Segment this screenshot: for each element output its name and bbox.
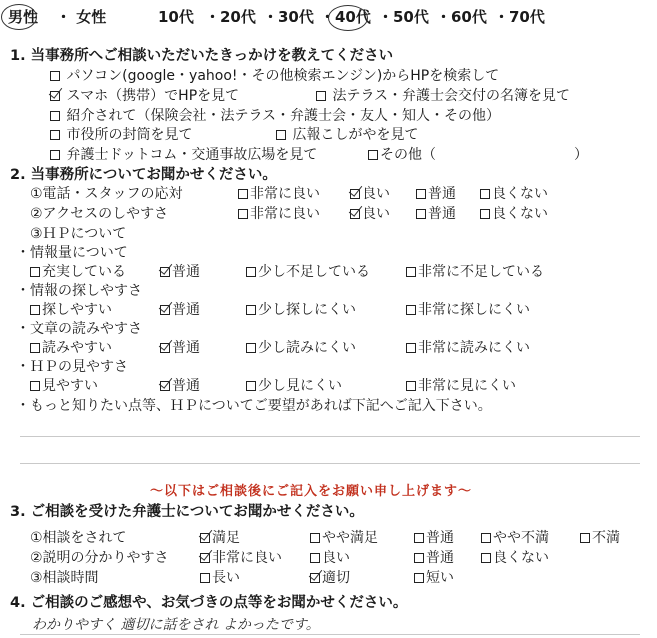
q3-row3-opt3-label: 短い xyxy=(426,570,454,586)
q3-row2-opt4-label: 良くない xyxy=(493,550,549,566)
checkbox[interactable] xyxy=(246,267,256,277)
q2-info-amount-opt4-label: 非常に不足している xyxy=(418,264,544,280)
checkbox[interactable] xyxy=(30,305,40,315)
checkbox-checked[interactable] xyxy=(200,553,210,563)
checkbox[interactable] xyxy=(238,209,248,219)
q2-title: 2. 当事務所についてお聞かせください。 xyxy=(10,167,277,183)
write-in-line xyxy=(20,634,640,635)
q1-option-pc xyxy=(50,67,499,85)
q4-handwritten-answer: わかりやすく 適切に話をされ よかったです。 xyxy=(32,617,320,633)
q3-row2-opt3-label: 普通 xyxy=(426,550,454,566)
q1-option-cityhall-label: 市役所の封筒を見て xyxy=(66,127,193,143)
checkbox[interactable] xyxy=(416,209,426,219)
age-70: ・70代 xyxy=(494,8,545,26)
checkbox[interactable] xyxy=(246,343,256,353)
q2-access-label: ②アクセスのしやすさ xyxy=(30,206,169,222)
checkbox[interactable] xyxy=(480,189,490,199)
checkbox[interactable] xyxy=(480,209,490,219)
checkbox-checked[interactable] xyxy=(310,573,320,583)
q2-access-opt4-label: 良くない xyxy=(492,206,548,222)
post-consultation-note: ～以下はご相談後にご記入をお願い申し上げます～ xyxy=(150,484,473,499)
checkbox-checked[interactable] xyxy=(160,305,170,315)
q2-visibility-opt1-label: 見やすい xyxy=(42,378,98,394)
q2-visibility-opt2 xyxy=(160,377,200,395)
q4-title: 4. ご相談のご感想や、お気づきの点等をお聞かせください。 xyxy=(10,595,408,611)
q2-access-opt1-label: 非常に良い xyxy=(250,206,320,222)
q2-request-label: ・もっと知りたい点等、ＨＰについてご要望があれば下記へご記入下さい。 xyxy=(16,398,492,414)
q2-info-find-opt2 xyxy=(160,301,200,319)
q3-row2-opt4 xyxy=(481,549,549,567)
checkbox[interactable] xyxy=(50,150,60,160)
q2-info-find-opt1 xyxy=(30,301,112,319)
checkbox[interactable] xyxy=(50,130,60,140)
checkbox[interactable] xyxy=(310,553,320,563)
q1-title: 1. 当事務所へご相談いただいたきっかけを教えてください xyxy=(10,48,394,64)
write-in-line xyxy=(20,463,640,464)
q2-info-amount-label: ・情報量について xyxy=(16,245,128,261)
q1-option-houterasu xyxy=(316,87,570,105)
checkbox[interactable] xyxy=(416,189,426,199)
age-10: 10代 xyxy=(158,8,194,26)
q2-hp-label: ③ＨＰについて xyxy=(30,226,127,242)
q2-info-amount-opt4 xyxy=(406,263,544,281)
age-40: ・40代 xyxy=(320,8,371,26)
q3-title: 3. ご相談を受けた弁護士についてお聞かせください。 xyxy=(10,504,364,520)
q2-info-amount-opt2 xyxy=(160,263,200,281)
q2-info-find-opt4-label: 非常に探しにくい xyxy=(418,302,530,318)
q2-readability-label: ・文章の読みやすさ xyxy=(16,321,142,337)
checkbox[interactable] xyxy=(368,150,378,160)
q2-readability-opt2-label: 普通 xyxy=(172,340,200,356)
checkbox-checked[interactable] xyxy=(160,267,170,277)
q3-row2-label: ②説明の分かりやすさ xyxy=(30,550,169,566)
q2-readability-opt3-label: 少し読みにくい xyxy=(258,340,356,356)
q3-row1-opt3-label: 普通 xyxy=(426,530,454,546)
checkbox[interactable] xyxy=(406,267,416,277)
q2-info-amount-opt1-label: 充実している xyxy=(42,264,126,280)
q1-option-other xyxy=(368,146,436,164)
write-in-line xyxy=(20,436,640,437)
checkbox-checked[interactable] xyxy=(160,381,170,391)
selection-circle xyxy=(1,4,37,30)
q2-readability-opt4-label: 非常に読みにくい xyxy=(418,340,530,356)
q2-readability-opt2 xyxy=(160,339,200,357)
q2-info-find-opt4 xyxy=(406,301,530,319)
q1-option-bengoshi-dotcom xyxy=(50,146,317,164)
checkbox[interactable] xyxy=(406,343,416,353)
checkbox[interactable] xyxy=(246,305,256,315)
q3-row3-label: ③相談時間 xyxy=(30,570,99,586)
checkbox[interactable] xyxy=(310,533,320,543)
q1-option-other-label: その他（ xyxy=(380,147,436,163)
q2-readability-opt4 xyxy=(406,339,530,357)
q1-option-smartphone xyxy=(50,87,239,105)
q2-info-find-opt3 xyxy=(246,301,356,319)
age-30: ・30代 xyxy=(263,8,314,26)
q2-staff-opt2-label: 良い xyxy=(362,186,390,202)
q2-staff-opt4 xyxy=(480,185,548,203)
q2-info-amount-opt3 xyxy=(246,263,370,281)
q2-access-opt4 xyxy=(480,205,548,223)
q3-row1-opt4-label: やや不満 xyxy=(493,530,549,546)
q2-visibility-opt4-label: 非常に見にくい xyxy=(418,378,516,394)
q2-visibility-opt3-label: 少し見にくい xyxy=(258,378,342,394)
q3-row2-opt1 xyxy=(200,549,282,567)
q3-row2-opt2-label: 良い xyxy=(322,550,350,566)
q3-row3-opt2 xyxy=(310,569,350,587)
q2-access-opt2 xyxy=(350,205,390,223)
checkbox[interactable] xyxy=(50,71,60,81)
q2-visibility-opt4 xyxy=(406,377,516,395)
q2-visibility-opt1 xyxy=(30,377,98,395)
checkbox[interactable] xyxy=(316,91,326,101)
q2-info-find-opt1-label: 探しやすい xyxy=(42,302,112,318)
checkbox[interactable] xyxy=(414,553,424,563)
q2-readability-opt3 xyxy=(246,339,356,357)
checkbox-checked[interactable] xyxy=(200,533,210,543)
q2-access-opt3-label: 普通 xyxy=(428,206,456,222)
q3-row1-opt4 xyxy=(481,529,549,547)
checkbox[interactable] xyxy=(276,130,286,140)
q3-row1-label: ①相談をされて xyxy=(30,530,127,546)
q2-access-opt3 xyxy=(416,205,456,223)
q2-readability-opt1 xyxy=(30,339,112,357)
q3-row3-opt3 xyxy=(414,569,454,587)
checkbox[interactable] xyxy=(246,381,256,391)
q3-row3-opt1-label: 長い xyxy=(212,570,240,586)
q3-row1-opt2 xyxy=(310,529,378,547)
checkbox-checked[interactable] xyxy=(350,209,360,219)
q2-info-find-opt2-label: 普通 xyxy=(172,302,200,318)
q2-access-opt1 xyxy=(238,205,320,223)
q2-staff-opt2 xyxy=(350,185,390,203)
gender-female: ・ 女性 xyxy=(56,8,107,26)
q1-other-close: ） xyxy=(574,147,588,163)
q2-staff-opt3-label: 普通 xyxy=(428,186,456,202)
q3-row3-opt2-label: 適切 xyxy=(322,570,350,586)
q3-row1-opt3 xyxy=(414,529,454,547)
q2-access-opt2-label: 良い xyxy=(362,206,390,222)
checkbox-checked[interactable] xyxy=(350,189,360,199)
checkbox[interactable] xyxy=(30,267,40,277)
checkbox[interactable] xyxy=(481,533,491,543)
checkbox[interactable] xyxy=(30,343,40,353)
checkbox-checked[interactable] xyxy=(50,91,60,101)
q2-visibility-label: ・ＨＰの見やすさ xyxy=(16,359,128,375)
q1-option-koho-label: 広報こしがやを見て xyxy=(292,127,419,143)
gender-male: 男性 xyxy=(8,8,39,26)
q2-info-amount-opt3-label: 少し不足している xyxy=(258,264,370,280)
q2-visibility-opt3 xyxy=(246,377,342,395)
checkbox[interactable] xyxy=(200,573,210,583)
q1-option-pc-label: パソコン(google・yahoo!・その他検索エンジン)からHPを検索して xyxy=(66,68,500,84)
q3-row3-opt1 xyxy=(200,569,240,587)
q2-info-find-opt3-label: 少し探しにくい xyxy=(258,302,356,318)
checkbox[interactable] xyxy=(580,533,590,543)
checkbox[interactable] xyxy=(481,553,491,563)
checkbox-checked[interactable] xyxy=(160,343,170,353)
q1-option-bengoshi-dotcom-label: 弁護士ドットコム・交通事故広場を見て xyxy=(66,147,318,163)
q1-option-referral xyxy=(50,107,500,125)
q3-row1-opt2-label: やや満足 xyxy=(322,530,378,546)
age-20: ・20代 xyxy=(205,8,256,26)
q2-staff-opt4-label: 良くない xyxy=(492,186,548,202)
q3-row1-opt5 xyxy=(580,529,620,547)
q1-option-cityhall xyxy=(50,126,192,144)
q2-info-amount-opt2-label: 普通 xyxy=(172,264,200,280)
q2-staff-opt1 xyxy=(238,185,320,203)
q3-row1-opt1 xyxy=(200,529,240,547)
q2-staff-opt3 xyxy=(416,185,456,203)
q2-readability-opt1-label: 読みやすい xyxy=(42,340,112,356)
q3-row2-opt3 xyxy=(414,549,454,567)
q2-visibility-opt2-label: 普通 xyxy=(172,378,200,394)
checkbox[interactable] xyxy=(238,189,248,199)
selection-circle xyxy=(328,5,368,31)
checkbox[interactable] xyxy=(30,381,40,391)
age-50: ・50代 xyxy=(378,8,429,26)
checkbox[interactable] xyxy=(406,381,416,391)
checkbox[interactable] xyxy=(414,573,424,583)
checkbox[interactable] xyxy=(406,305,416,315)
q1-option-referral-label: 紹介されて（保険会社・法テラス・弁護士会・友人・知人・その他） xyxy=(66,108,501,124)
q3-row2-opt1-label: 非常に良い xyxy=(212,550,282,566)
q3-row1-opt1-label: 満足 xyxy=(212,530,240,546)
q2-info-find-label: ・情報の探しやすさ xyxy=(16,283,142,299)
q3-row2-opt2 xyxy=(310,549,350,567)
q2-info-amount-opt1 xyxy=(30,263,126,281)
q1-option-smartphone-label: スマホ（携帯）でHPを見て xyxy=(66,88,240,104)
q2-staff-opt1-label: 非常に良い xyxy=(250,186,320,202)
age-60: ・60代 xyxy=(436,8,487,26)
checkbox[interactable] xyxy=(414,533,424,543)
checkbox[interactable] xyxy=(50,111,60,121)
q3-row1-opt5-label: 不満 xyxy=(592,530,620,546)
q1-option-houterasu-label: 法テラス・弁護士会交付の名簿を見て xyxy=(332,88,571,104)
q1-option-koho xyxy=(276,126,418,144)
q2-staff-label: ①電話・スタッフの応対 xyxy=(30,186,183,202)
